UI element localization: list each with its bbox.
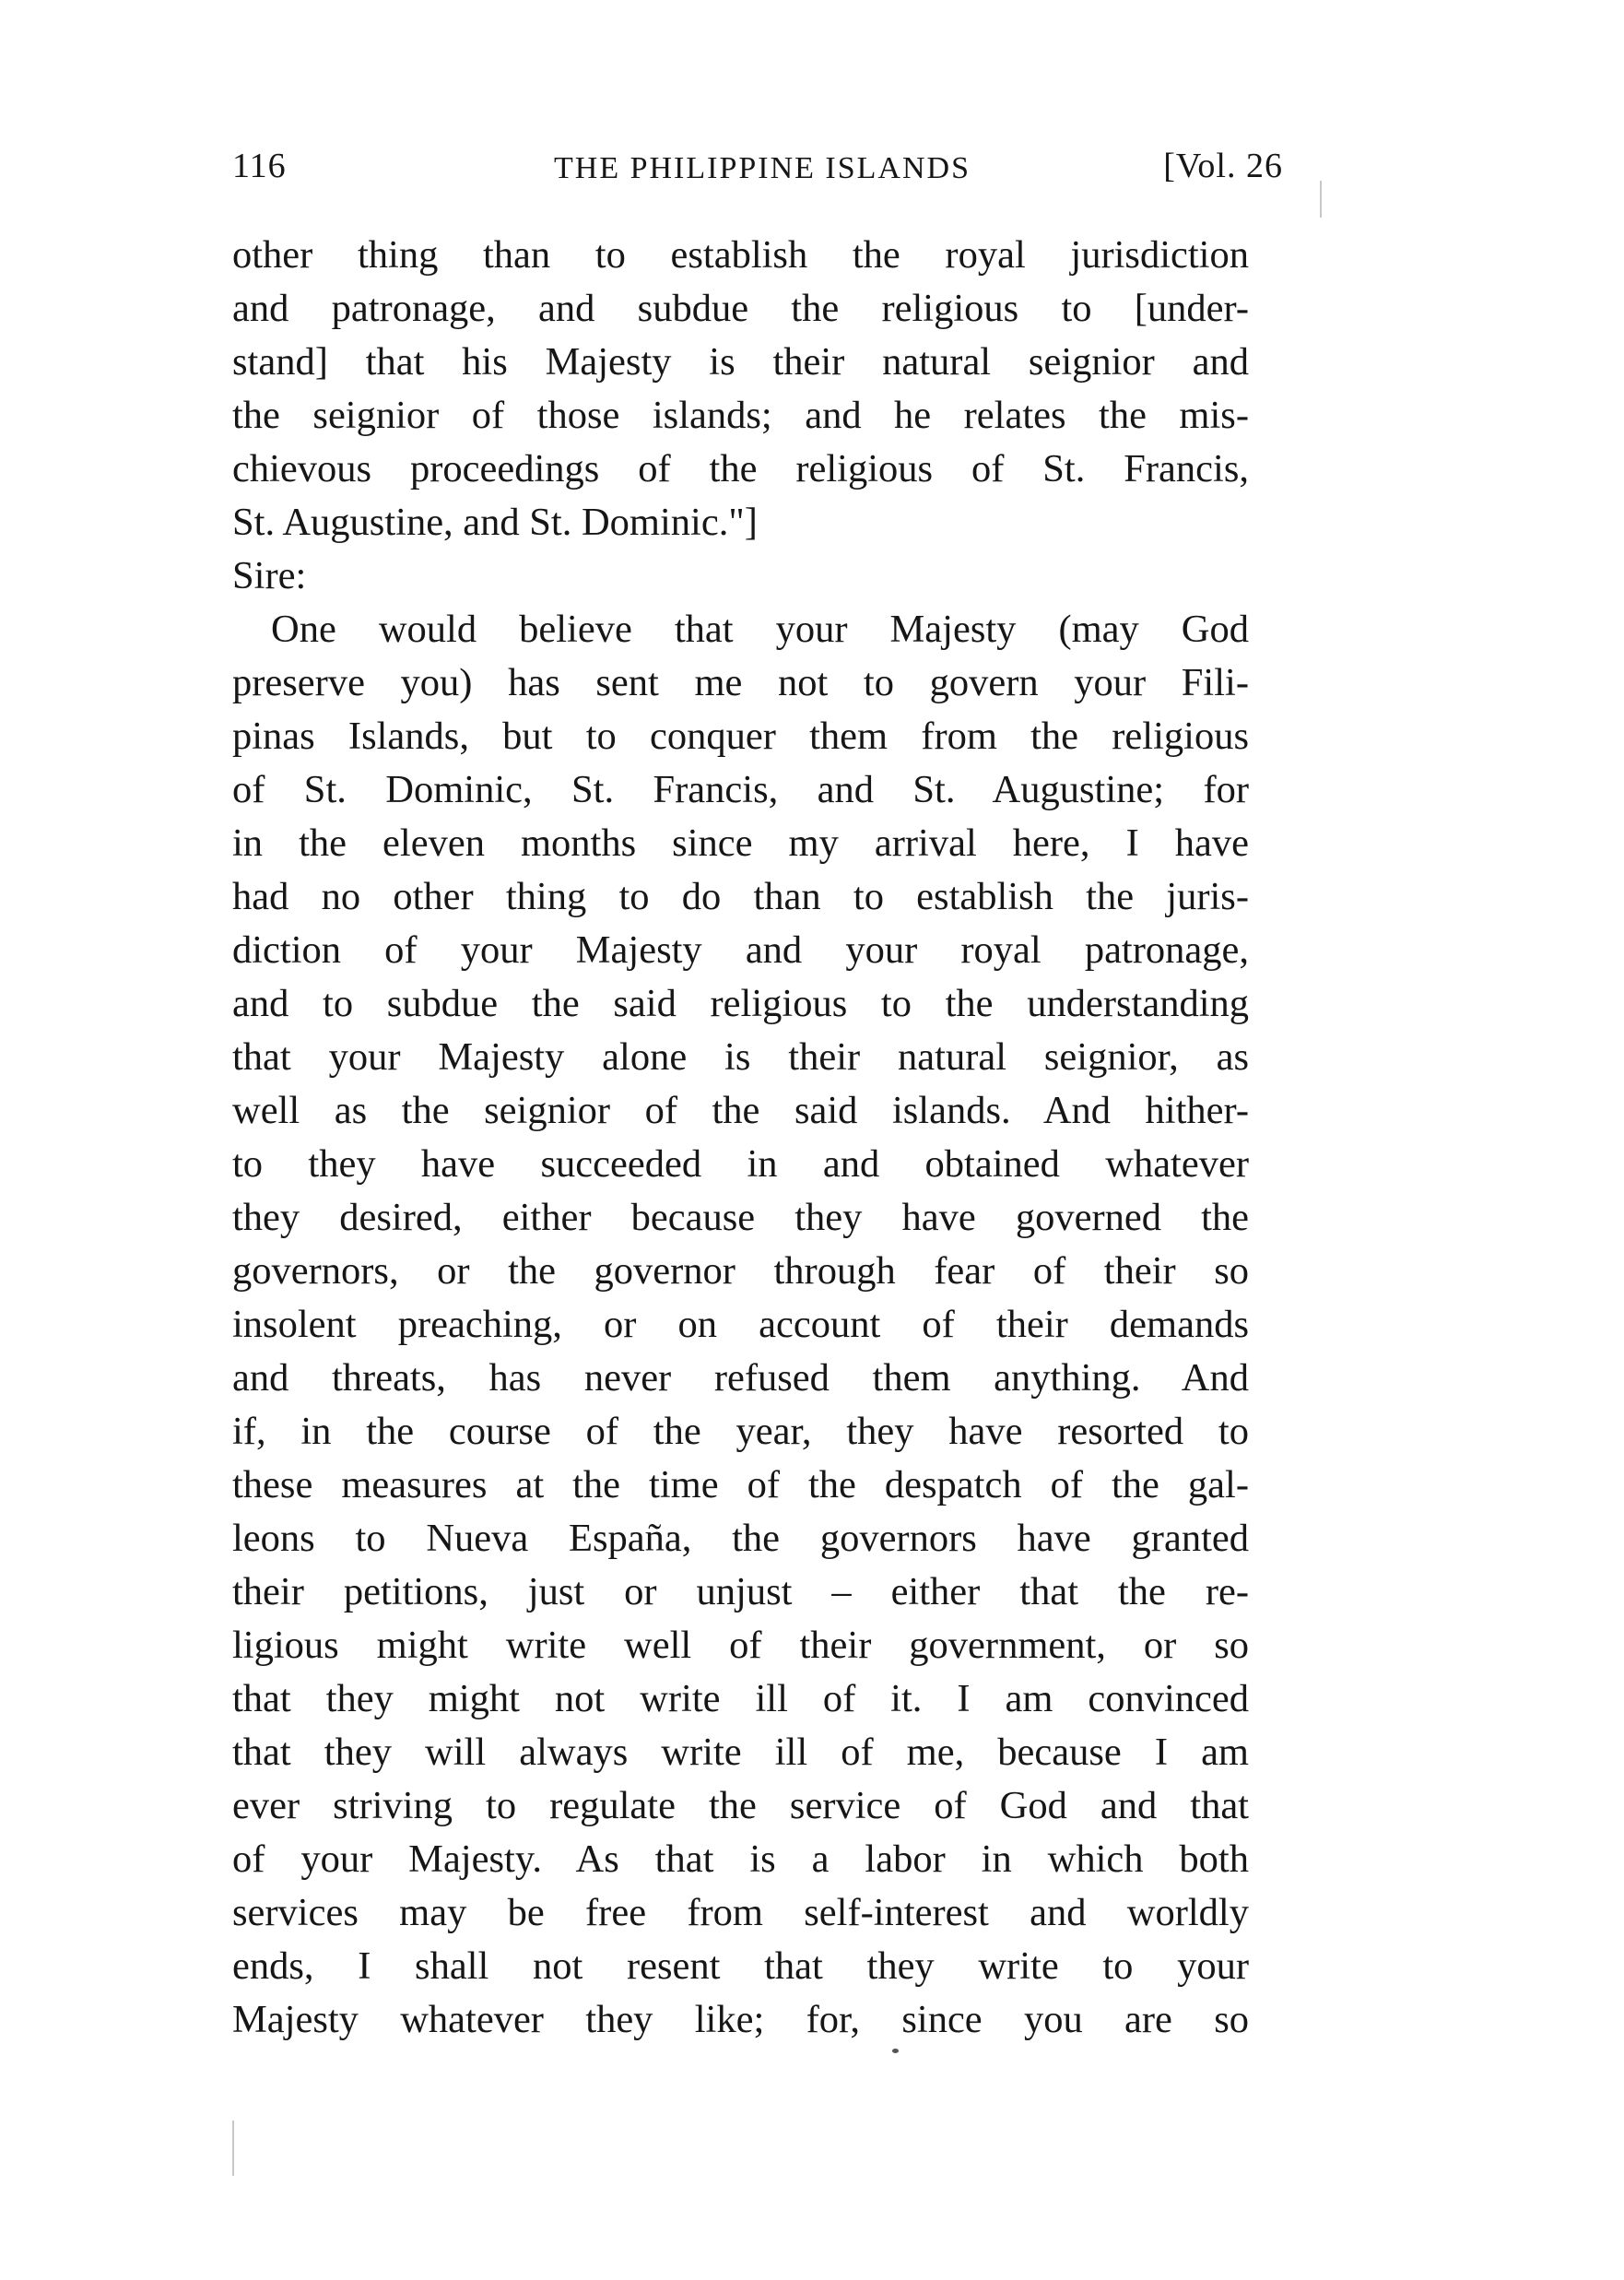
text-line: ever striving to regulate the service of God and that [232, 1784, 1249, 1827]
text-line: services may be free from self-interest and worldly [232, 1891, 1249, 1934]
summary-paragraph [232, 229, 1249, 549]
text-line: these measures at the time of the despatch of the gal- [232, 1463, 1249, 1506]
text-line: governors, or the governor through fear of their so [232, 1249, 1249, 1293]
text-line: Majesty whatever they like; for, since you are so [232, 1998, 1249, 2041]
letter-paragraph [232, 603, 1249, 2047]
text-line: leons to Nueva España, the governors have granted [232, 1517, 1249, 1560]
text-line: and patronage, and subdue the religious to [under- [232, 287, 1249, 330]
running-head [232, 146, 1292, 201]
text-line: the seignior of those islands; and he relates the mis- [232, 394, 1249, 437]
text-line: in the eleven months since my arrival here, I have [232, 821, 1249, 865]
salutation: Sire: [232, 554, 307, 597]
text-line: if, in the course of the year, they have resorted to [232, 1410, 1249, 1453]
text-line: chievous proceedings of the religious of St. Francis, [232, 447, 1249, 490]
page-edge-mark [232, 2121, 234, 2176]
text-line: of St. Dominic, St. Francis, and St. Augustine; for [232, 768, 1249, 811]
text-block [232, 229, 1249, 2047]
text-line: ends, I shall not resent that they write to your [232, 1944, 1249, 1988]
text-line: One would believe that your Majesty (may God [271, 608, 1249, 651]
text-line: ligious might write well of their government, or so [232, 1624, 1249, 1667]
text-line: stand] that his Majesty is their natural seignior and [232, 340, 1249, 384]
text-line: insolent preaching, or on account of their demands [232, 1303, 1249, 1346]
text-line: diction of your Majesty and your royal patronage, [232, 928, 1249, 972]
text-line: to they have succeeded in and obtained whatever [232, 1142, 1249, 1186]
text-line: other thing than to establish the royal jurisdiction [232, 233, 1249, 277]
text-line: St. Augustine, and St. Dominic."] [232, 501, 758, 544]
text-line: that your Majesty alone is their natural seignior, as [232, 1035, 1249, 1079]
page-edge-mark [1320, 181, 1322, 218]
ink-speck [892, 2049, 899, 2053]
text-line: pinas Islands, but to conquer them from the religious [232, 715, 1249, 758]
book-title: THE PHILIPPINE ISLANDS [554, 151, 971, 185]
text-line: their petitions, just or unjust – either that the re- [232, 1570, 1249, 1613]
text-line: preserve you) has sent me not to govern your Fili- [232, 661, 1249, 704]
text-line: and to subdue the said religious to the understanding [232, 982, 1249, 1025]
text-line: they desired, either because they have governed the [232, 1196, 1249, 1239]
text-line: of your Majesty. As that is a labor in which both [232, 1837, 1249, 1881]
text-line: had no other thing to do than to establish the juris- [232, 875, 1249, 918]
text-line: that they might not write ill of it. I am convinced [232, 1677, 1249, 1720]
text-line: that they will always write ill of me, because I am [232, 1731, 1249, 1774]
text-line: well as the seignior of the said islands. And hither- [232, 1089, 1249, 1132]
page-number: 116 [232, 147, 287, 185]
text-line: and threats, has never refused them anything. And [232, 1356, 1249, 1400]
volume-label: [Vol. 26 [1163, 147, 1283, 185]
